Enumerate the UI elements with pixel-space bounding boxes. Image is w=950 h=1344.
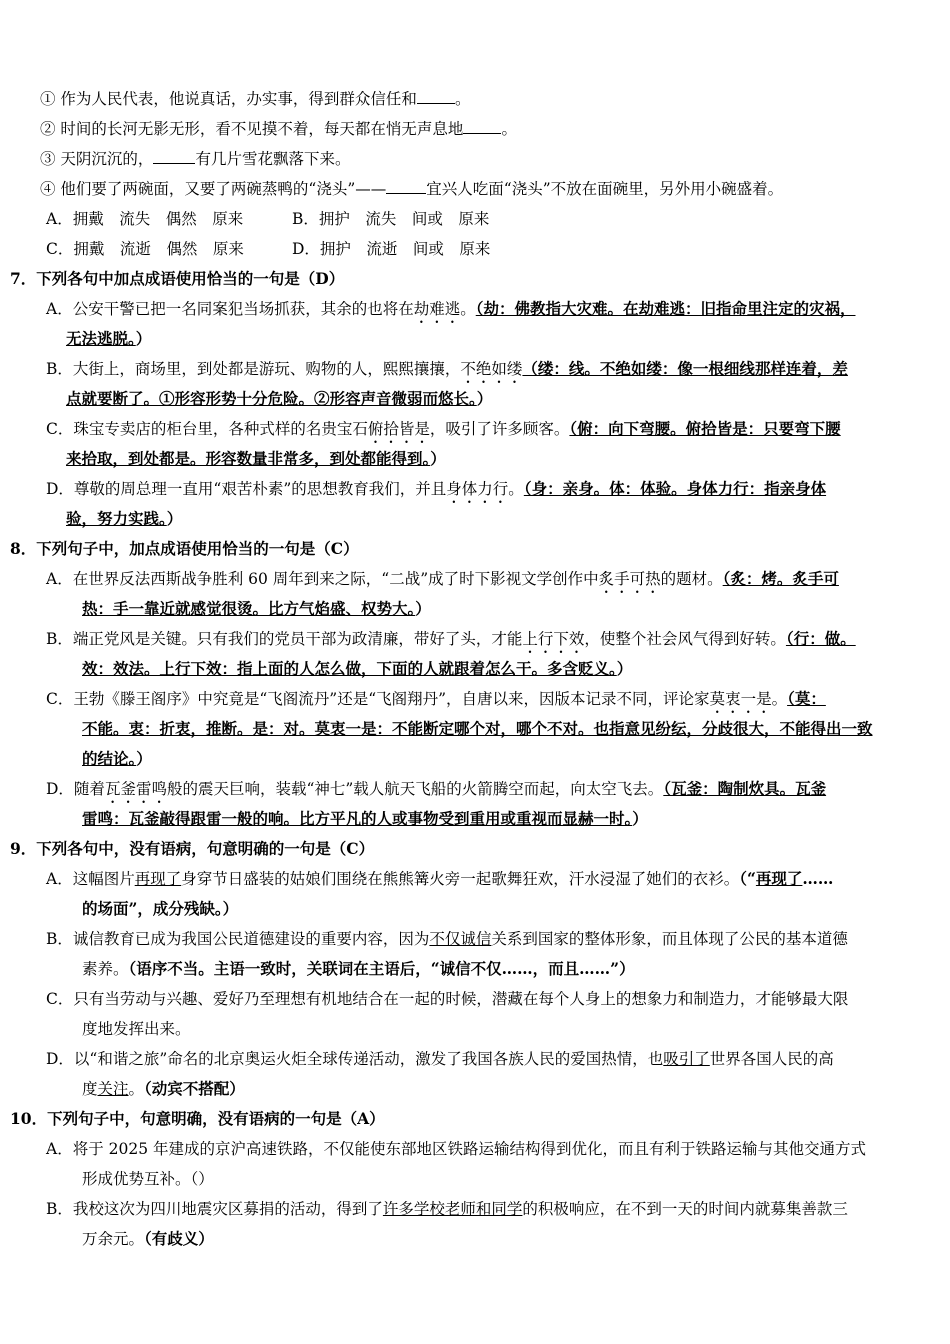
option-b: B．拥护 流失 间或 原来 — [292, 210, 490, 228]
explanation-note: （“ — [739, 869, 756, 888]
option-text: 的积极响应，在不到一天的时间内就募集善款三 — [522, 1200, 848, 1218]
answer-blank — [463, 117, 501, 134]
option-text: 般的震天巨响，装载“神七”载人航天飞船的火箭腾空而起，向太空飞去。 — [166, 780, 664, 798]
explanation-note: （缕：线。不绝如缕：像一根细线那样连着，差 — [522, 359, 848, 378]
option-text: 。 — [771, 690, 788, 708]
explanation-note: （瓦釜：陶制炊具。瓦釜 — [663, 779, 827, 798]
dotted-idiom: 俯拾皆是 — [367, 420, 430, 438]
option-text: B．诚信教育已成为我国公民道德建设的重要内容，因为 — [46, 930, 430, 948]
option-text: A．在世界反法西斯战争胜利 60 周年到来之际，“二战”成了时下影视文学创作中 — [46, 570, 599, 588]
explanation-note: …… — [802, 869, 834, 888]
sentence-text: 有几片雪花飘落下来。 — [195, 150, 351, 168]
option-text: 。 — [460, 300, 476, 318]
explanation-note: 来拾取，到处都是。形容数量非常多，到处都能得到。 — [66, 449, 431, 468]
option-text: 的题材。 — [660, 570, 723, 588]
explanation-note: （炙：烤。炙手可 — [722, 569, 839, 588]
q10-heading: 10．下列句子中，句意明确，没有语病的一句是（A） — [10, 1109, 385, 1128]
explanation-note: 再现了 — [755, 869, 803, 888]
q9-heading: 9．下列各句中，没有语病，句意明确的一句是（C） — [10, 839, 375, 858]
explanation-note: 不能。衷：折衷，推断。是：对。莫衷一是：不能断定哪个对，哪个不对。也指意见纷纭，分歧很大，不能得出一致 — [82, 719, 873, 738]
option-text: 身穿节日盛装的姑娘们围绕在熊熊篝火旁一起歌舞狂欢，汗水浸湿了她们的衣衫。 — [181, 870, 740, 888]
explanation-note: ） — [632, 809, 648, 828]
underlined-phrase: 吸引了 — [663, 1050, 710, 1068]
q7-option-c — [10, 414, 932, 444]
option-text: 关系到国家的整体形象，而且体现了公民的基本道德 — [491, 930, 848, 948]
q7-option-a-note — [10, 324, 932, 354]
dotted-idiom: 炙手可热 — [598, 570, 661, 588]
q6-options-row-1 — [10, 204, 932, 234]
explanation-note: （劫：佛教指大灾难。在劫难逃：旧指命里注定的灾祸， — [475, 299, 856, 318]
dotted-idiom: 瓦釜雷鸣 — [104, 780, 167, 798]
sentence-text: ③ 天阴沉沉的， — [40, 150, 154, 168]
dotted-idiom: 莫衷一是 — [709, 690, 772, 708]
underlined-phrase: 关注 — [97, 1080, 129, 1098]
explanation-note: （俯：向下弯腰。俯拾皆是：只要弯下腰 — [569, 419, 841, 438]
option-text: C．王勃《滕王阁序》中究竟是“飞阁流丹”还是“飞阁翔丹”，自唐以来，因版本记录不同，评论家 — [46, 690, 710, 708]
q9-option-b-note — [10, 954, 932, 984]
explanation-note: 无法逃脱。 — [66, 329, 136, 348]
q9-option-c-cont: 度地发挥出来。 — [82, 1020, 191, 1038]
q10-option-b-note — [10, 1224, 932, 1254]
q8-option-c-note-end — [10, 744, 932, 774]
option-text: D．随着 — [46, 780, 105, 798]
option-a: A．拥戴 流失 偶然 原来 — [46, 210, 244, 228]
q8-option-d — [10, 774, 932, 804]
sentence-text: ② 时间的长河无影无形，看不见摸不着，每天都在悄无声息地 — [40, 120, 464, 138]
dotted-idiom: 劫难逃 — [413, 300, 461, 318]
dotted-idiom: 不绝如缕 — [460, 360, 523, 378]
sentence-text: 宜兴人吃面“浇头”不放在面碗里，另外用小碗盛着。 — [426, 180, 784, 198]
underlined-phrase: 许多学校老师和同学 — [382, 1200, 523, 1218]
explanation-note: （莫： — [787, 689, 826, 708]
q9-option-b — [10, 924, 932, 954]
q9-option-d — [10, 1044, 932, 1074]
explanation-note: （行：做。 — [785, 629, 856, 648]
q6-sentence-4 — [10, 174, 932, 204]
option-text: C．珠宝专卖店的柜台里，各种式样的名贵宝石 — [46, 420, 368, 438]
sentence-text: 。 — [501, 120, 517, 138]
explanation-note: 雷鸣：瓦釜敲得跟雷一般的响。比方平凡的人或事物受到重用或重视而显赫一时。 — [82, 809, 633, 828]
explanation-note: ） — [430, 449, 446, 468]
explanation-note: （语序不当。主语一致时，关联词在主语后，“诚信不仅……，而且……”） — [128, 959, 635, 978]
answer-blank — [386, 177, 426, 194]
option-text: 。 — [508, 480, 524, 498]
option-text: 世界各国人民的高 — [709, 1050, 834, 1068]
dotted-idiom: 上行下效 — [522, 630, 585, 648]
q9-option-d-note — [10, 1074, 932, 1104]
dotted-idiom: 身体力行 — [446, 480, 509, 498]
answer-blank — [417, 87, 455, 104]
option-text: B．端正党风是关键。只有我们的党员干部为政清廉，带好了头，才能 — [46, 630, 523, 648]
q10-option-b — [10, 1194, 932, 1224]
q8-option-b — [10, 624, 932, 654]
option-text: 素养。 — [82, 960, 129, 978]
q7-option-d-note — [10, 504, 932, 534]
option-text: ，吸引了许多顾客。 — [429, 420, 570, 438]
option-c: C．拥戴 流逝 偶然 原来 — [46, 240, 244, 258]
q9-option-a-note — [10, 894, 932, 924]
q7-option-c-note — [10, 444, 932, 474]
q6-sentence-3 — [10, 144, 932, 174]
explanation-note: 点就要断了。①形容形势十分危险。②形容声音微弱而悠长。 — [66, 389, 477, 408]
explanation-note: （身：亲身。体：体验。身体力行：指亲身体 — [523, 479, 827, 498]
explanation-note: 热：手一靠近就感觉很烫。比方气焰盛、权势大。 — [82, 599, 416, 618]
option-text: A．这幅图片 — [46, 870, 135, 888]
q8-option-a — [10, 564, 932, 594]
option-text: B．我校这次为四川地震灾区募捐的活动，得到了 — [46, 1200, 383, 1218]
answer-blank — [153, 147, 195, 164]
option-text: D．以“和谐之旅”命名的北京奥运火炬全球传递活动，激发了我国各族人民的爱国热情，也 — [46, 1050, 664, 1068]
explanation-note: 验，努力实践。 — [66, 509, 167, 528]
sentence-text: ① 作为人民代表，他说真话，办实事，得到群众信任和 — [40, 90, 417, 108]
option-text: ，使整个社会风气得到好转。 — [584, 630, 786, 648]
option-text: 。 — [128, 1080, 145, 1098]
explanation-note: ） — [616, 659, 633, 678]
q8-option-a-note — [10, 594, 932, 624]
option-text: 度 — [82, 1080, 98, 1098]
explanation-note: ） — [136, 749, 152, 768]
q10-option-a: A．将于 2025 年建成的京沪高速铁路，不仅能使东部地区铁路运输结构得到优化，而且有利于铁路运输与其他交通方式 — [46, 1140, 866, 1158]
option-text: B．大街上，商场里，到处都是游玩、购物的人，熙熙攘攘， — [46, 360, 461, 378]
q8-option-b-note — [10, 654, 932, 684]
explanation-note: （动宾不搭配） — [144, 1079, 245, 1098]
explanation-note: （有歧义） — [144, 1229, 214, 1248]
q6-options-row-2 — [10, 234, 932, 264]
q7-option-d — [10, 474, 932, 504]
explanation-note: 的结论。 — [82, 749, 137, 768]
explanation-note: ） — [476, 389, 493, 408]
option-text: 万余元。 — [82, 1230, 145, 1248]
q6-sentence-1 — [10, 84, 932, 114]
underlined-phrase: 不仅诚信 — [429, 930, 492, 948]
explanation-note: ） — [415, 599, 431, 618]
q9-option-c: C．只有当劳动与兴趣、爱好乃至理想有机地结合在一起的时候，潜藏在每个人身上的想象力和制造力，才能够最大限 — [46, 990, 849, 1008]
option-text: D．尊敬的周总理一直用“艰苦朴素”的思想教育我们，并且 — [46, 480, 447, 498]
q7-option-b — [10, 354, 932, 384]
sentence-text: ④ 他们要了两碗面，又要了两碗蒸鸭的“浇头”—— — [40, 180, 387, 198]
q6-sentence-2 — [10, 114, 932, 144]
q8-option-c-note — [10, 714, 932, 744]
explanation-note: ） — [135, 329, 152, 348]
underlined-phrase: 再现了 — [134, 870, 182, 888]
q10-option-a-cont: 形成优势互补。（） — [82, 1170, 214, 1188]
explanation-note: 的场面”，成分残缺。） — [82, 899, 239, 918]
q9-option-a — [10, 864, 932, 894]
option-d: D．拥护 流逝 间或 原来 — [292, 240, 491, 258]
option-text: A．公安干警已把一名同案犯当场抓获，其余的也将在 — [46, 300, 414, 318]
q7-heading: 7．下列各句中加点成语使用恰当的一句是（D） — [10, 269, 345, 288]
explanation-note: 效：效法。上行下效：指上面的人怎么做，下面的人就跟着怎么干。多含贬义。 — [82, 659, 617, 678]
q8-heading: 8．下列句子中，加点成语使用恰当的一句是（C） — [10, 539, 359, 558]
q8-option-d-note — [10, 804, 932, 834]
sentence-text: 。 — [454, 90, 471, 108]
explanation-note: ） — [166, 509, 183, 528]
q8-option-c — [10, 684, 932, 714]
q7-option-b-note — [10, 384, 932, 414]
q7-option-a — [10, 294, 932, 324]
